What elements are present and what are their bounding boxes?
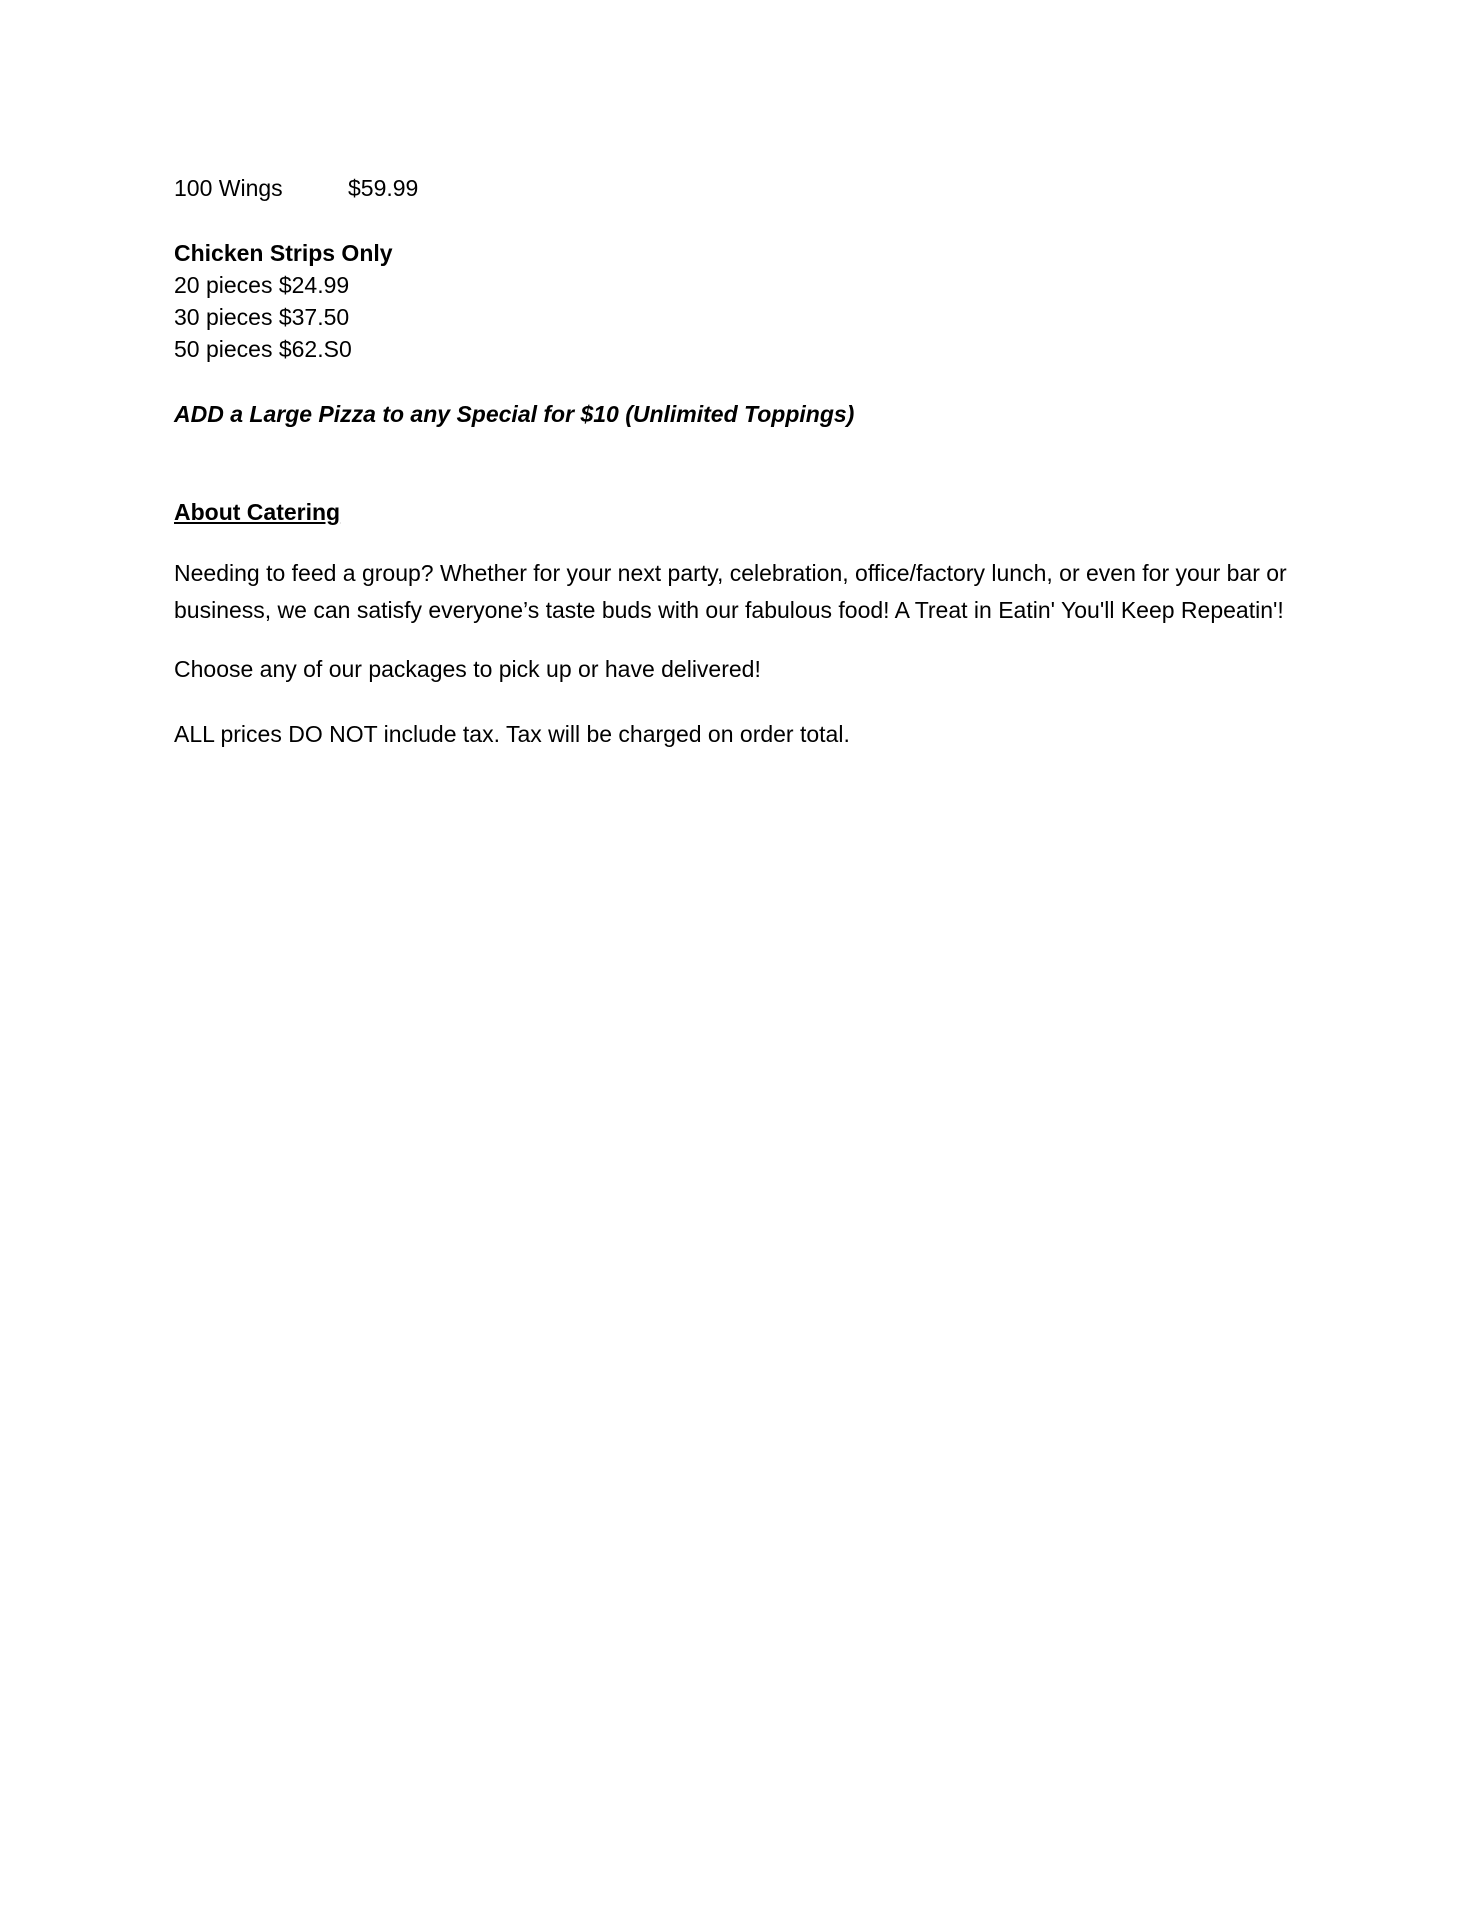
wings-label: 100 Wings [174,175,283,201]
pizza-special-note: ADD a Large Pizza to any Special for $10 (Unlimited Toppings) [174,401,855,427]
chicken-strips-item: 30 pieces $37.50 [174,304,350,330]
about-paragraph: Needing to feed a group? Whether for your next party, celebration, office/factory lunch, or even for your bar or business, we can satisfy everyone’s taste buds with our fabulous food! A Treat in Eatin' You'll Keep Repeatin'! [174,560,1287,623]
tax-note: ALL prices DO NOT include tax. Tax will be charged on order total. [174,721,850,747]
document-body [174,172,1314,753]
chicken-strips-item: 50 pieces $62.S0 [174,336,352,362]
wings-price: $59.99 [348,175,419,201]
chicken-strips-item: 20 pieces $24.99 [174,272,350,298]
about-paragraph: Choose any of our packages to pick up or have delivered! [174,656,761,682]
chicken-strips-heading: Chicken Strips Only [174,240,393,266]
wings-price-row [174,172,1314,204]
about-catering-heading: About Catering [174,499,341,525]
